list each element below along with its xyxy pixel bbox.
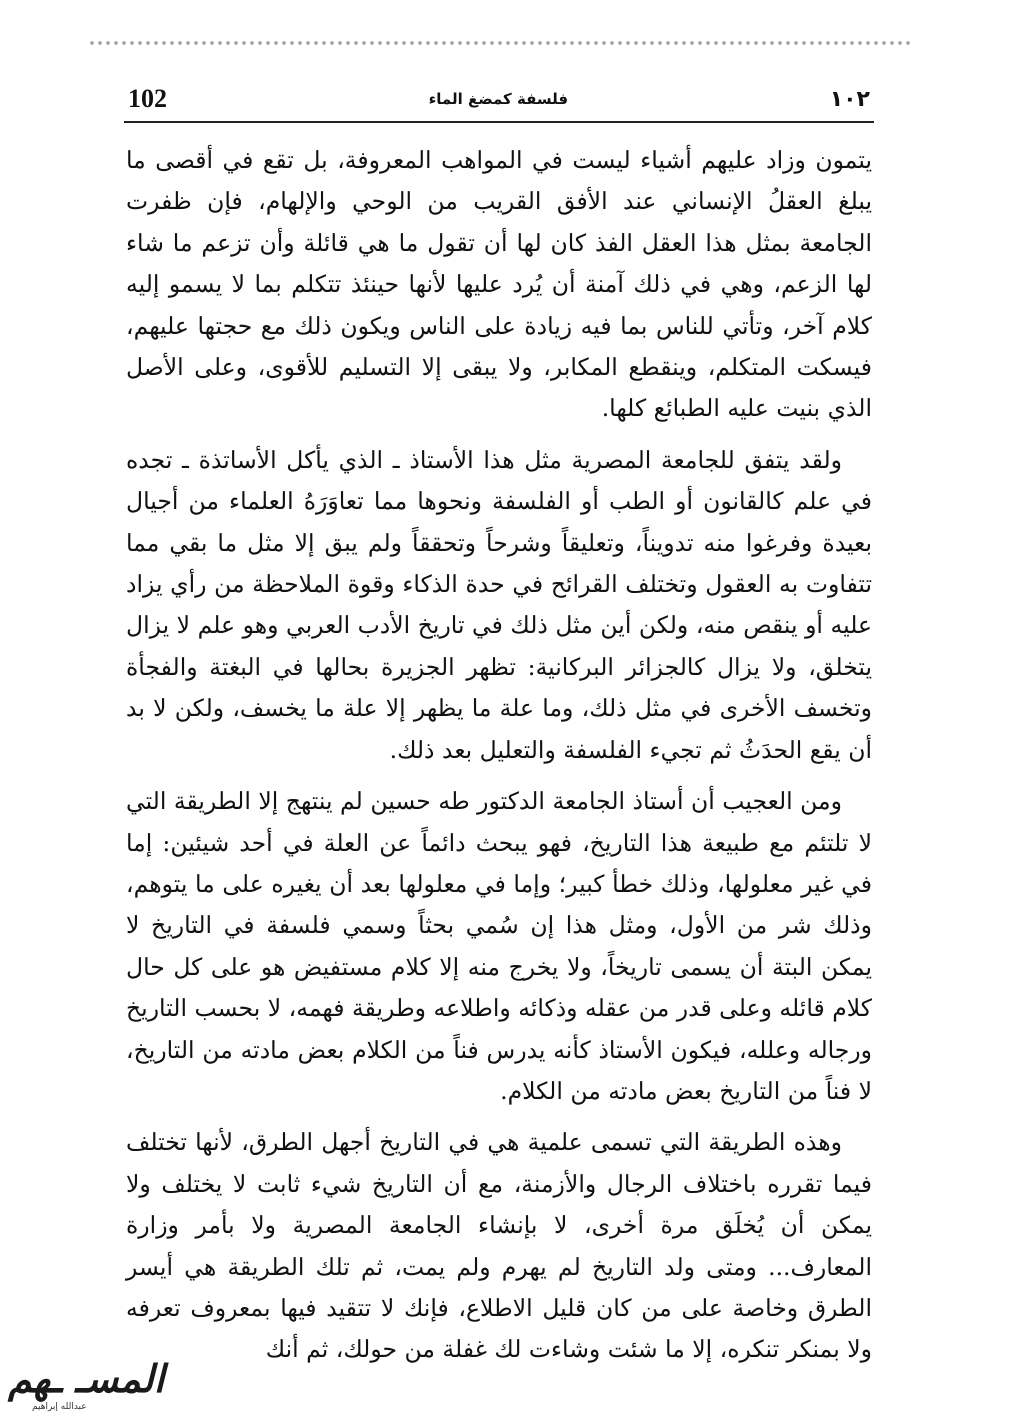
paragraph-3: ومن العجيب أن أستاذ الجامعة الدكتور طه حسين لم ينتهج إلا الطريقة التي لا تلتئم مع طبيعة هذا التاريخ، فهو يبحث دائماً عن العلة في أحد شيئين: إما في غير معلولها، وذلك خطأ كبير؛ وإما في معلولها بعد أن يغيره على ما يتوهم، وذلك شر من الأول، ومثل هذا إن سُمي بحثاً وسمي فلسفة في التاريخ لا يمكن البتة أن يسمى تاريخاً، ولا يخرج منه إلا كلام مستفيض هو على كل حال كلام قائله وعلى قدر من عقله وذكائه واطلاعه وطريقة فهمه، لا بحسب التاريخ ورجاله وعلله، فيكون الأستاذ كأنه يدرس فناً من الكلام بعض مادته من التاريخ، لا فناً من التاريخ بعض مادته من الكلام. bbox=[126, 787, 872, 1105]
watermark-text: المسـ ـهم bbox=[8, 1356, 165, 1401]
page-number-latin: 102 bbox=[128, 84, 167, 113]
header-rule bbox=[124, 121, 874, 123]
page-header bbox=[128, 82, 870, 116]
page-body bbox=[126, 140, 872, 1381]
running-title: فلسفة كمضغ الماء bbox=[428, 90, 569, 108]
page-number-arabic: ١٠٢ bbox=[829, 86, 870, 112]
decorative-dotted-border bbox=[88, 36, 912, 50]
paragraph-1: يتمون وزاد عليهم أشياء ليست في المواهب المعروفة، بل تقع في أقصى ما يبلغ العقلُ الإنساني عند الأفق القريب من الوحي والإلهام، فإن ظفرت الجامعة بمثل هذا العقل الفذ كان لها أن تقول ما هي قائلة وأن تزعم ما شاء لها الزعم، وهي في ذلك آمنة أن يُرد عليها لأنها حينئذ تتكلم بما لا يسمو إليه كلام آخر، وتأتي للناس بما فيه زيادة على الناس ويكون ذلك مع حجتها عليهم، فيسكت المتكلم، وينقطع المكابر، ولا يبقى إلا التسليم للأقوى، وعلى الأصل الذي بنيت عليه الطبائع كلها. bbox=[126, 146, 873, 423]
paragraph-4: وهذه الطريقة التي تسمى علمية هي في التاريخ أجهل الطرق، لأنها تختلف فيما تقرره باختلاف الرجال والأزمنة، مع أن التاريخ شيء ثابت لا يختلف ولا يمكن أن يُخلَق مرة أخرى، لا بإنشاء الجامعة المصرية ولا بأمر وزارة المعارف... ومتى ولد التاريخ لم يهرم ولم يمت، ثم تلك الطريقة هي أيسر الطرق وخاصة على من كان قليل الاطلاع، فإنك لا تتقيد فيها بمعروف تعرفه ولا بمنكر تنكره، إلا ما شئت وشاءت لك غفلة من حولك، ثم أنك bbox=[126, 1128, 872, 1364]
watermark-subtext: عبدالله إبراهيم bbox=[32, 1402, 87, 1412]
paragraph-2: ولقد يتفق للجامعة المصرية مثل هذا الأستاذ ـ الذي يأكل الأساتذة ـ تجده في علم كالقانون أو الطب أو الفلسفة ونحوها مما تعاوَرَهُ العلماء من أجيال بعيدة وفرغوا منه تدويناً، وتعليقاً وشرحاً وتحققاً ولم يبق إلا مثل ما بقي مما تتفاوت به العقول وتختلف القرائح في حدة الذكاء وقوة الملاحظة من رأي يزاد عليه أو ينقص منه، ولكن أين مثل ذلك في تاريخ الأدب العربي وهو علم لا يزال يتخلق، ولا يزال كالجزائر البركانية: تظهر الجزيرة بحالها في البغتة والفجأة وتخسف الأخرى في مثل ذلك، وما علة ما يظهر إلا علة ما يخسف، ولكن لا بد أن يقع الحدَثُ ثم تجيء الفلسفة والتعليل بعد ذلك. bbox=[126, 445, 872, 764]
watermark-logo bbox=[2, 1356, 165, 1418]
